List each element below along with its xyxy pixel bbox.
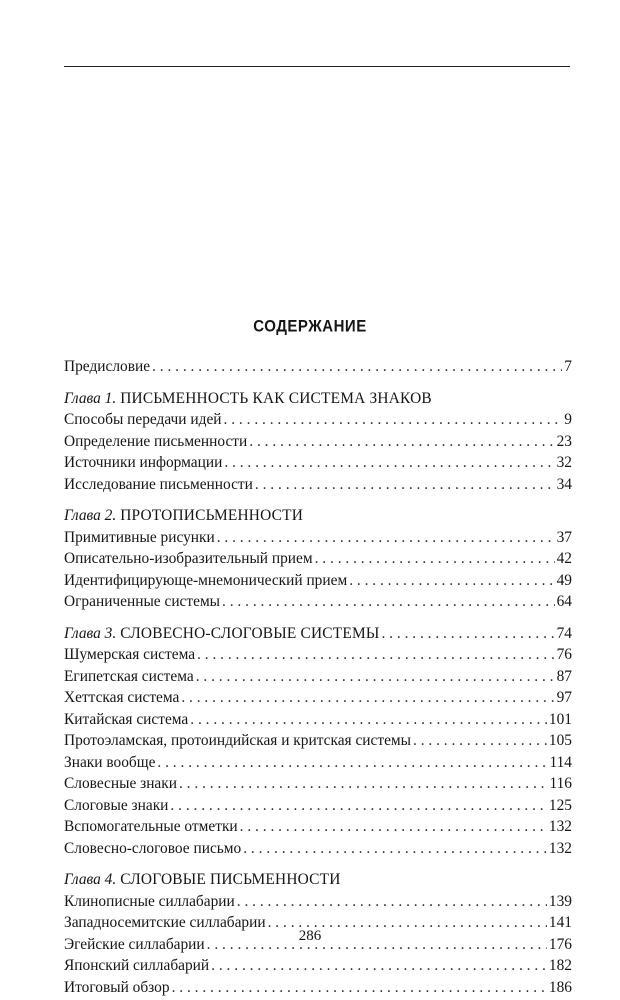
dot-leader xyxy=(196,666,555,688)
table-of-contents xyxy=(64,356,572,998)
toc-entry-page: 97 xyxy=(556,689,572,706)
dot-leader xyxy=(172,977,547,999)
toc-entry xyxy=(64,752,572,774)
chapter-1-heading xyxy=(64,388,572,410)
toc-entry-page: 116 xyxy=(549,775,572,792)
toc-entry xyxy=(64,955,572,977)
toc-entry-title: Знаки вообще xyxy=(64,753,156,771)
toc-entry-title: Ограниченные системы xyxy=(64,593,221,610)
dot-leader xyxy=(157,752,547,774)
dot-leader xyxy=(152,356,562,378)
toc-entry-page: 49 xyxy=(556,571,572,589)
page-number: 286 xyxy=(298,928,322,944)
dot-leader xyxy=(181,687,554,709)
toc-entry-page: 74 xyxy=(556,624,572,642)
toc-entry-page: 101 xyxy=(548,710,572,728)
toc-entry-title: Идентифицирующе-мнемонический прием xyxy=(64,571,348,589)
toc-entry-title: Египетская система xyxy=(64,667,194,685)
chapter-2-heading xyxy=(64,505,572,527)
toc-entry-title: Протоэламская, протоиндийская и критская системы xyxy=(64,732,411,749)
toc-entry-page: 64 xyxy=(556,593,572,610)
toc-entry xyxy=(64,591,572,613)
toc-entry xyxy=(64,452,572,474)
dot-leader xyxy=(224,452,554,474)
toc-entry-page: 87 xyxy=(556,667,572,685)
toc-entry-title: Хеттская система xyxy=(64,689,180,706)
chapter-title: ПРОТОПИСЬМЕННОСТИ xyxy=(120,507,304,524)
chapter-prefix: Глава 4. xyxy=(64,871,117,888)
toc-entry-page: 7 xyxy=(564,358,572,375)
dot-leader xyxy=(197,644,555,666)
toc-entry xyxy=(64,977,572,999)
toc-entry xyxy=(64,773,572,795)
dot-leader xyxy=(315,548,555,570)
chapter-title: СЛОВЕСНО-СЛОГОВЫЕ СИСТЕМЫ xyxy=(120,624,380,642)
toc-entry xyxy=(64,891,572,913)
toc-entry-title: Описательно-изобразительный прием xyxy=(64,550,313,567)
toc-entry-page: 105 xyxy=(548,732,572,749)
chapter-prefix: Глава 2. xyxy=(64,507,117,524)
dot-leader xyxy=(381,623,554,645)
toc-entry-page: 9 xyxy=(564,411,572,428)
contents-heading: СОДЕРЖАНИЕ xyxy=(253,317,367,336)
toc-entry-title: Эгейские силлабарии xyxy=(64,935,205,953)
toc-entry xyxy=(64,709,572,731)
toc-entry xyxy=(64,730,572,752)
toc-entry xyxy=(64,548,572,570)
toc-entry-page: 132 xyxy=(548,818,572,835)
toc-entry-title: Способы передачи идей xyxy=(64,411,222,428)
toc-entry xyxy=(64,431,572,453)
dot-leader xyxy=(237,891,547,913)
toc-entry-page: 182 xyxy=(548,957,572,974)
toc-entry xyxy=(64,570,572,592)
toc-entry-title: Определение письменности xyxy=(64,432,248,450)
toc-entry-page: 176 xyxy=(548,935,572,953)
dot-leader xyxy=(179,773,548,795)
toc-entry-title: Словесные знаки xyxy=(64,775,177,792)
toc-entry-title: Источники информации xyxy=(64,454,223,471)
dot-leader xyxy=(349,570,554,592)
dot-leader xyxy=(224,409,563,431)
top-rule xyxy=(64,66,570,67)
dot-leader xyxy=(413,730,547,752)
chapter-title: СЛОГОВЫЕ ПИСЬМЕННОСТИ xyxy=(120,871,341,888)
toc-entry-title: Словесно-слоговое письмо xyxy=(64,839,242,857)
toc-entry xyxy=(64,474,572,496)
toc-entry xyxy=(64,666,572,688)
toc-entry-title: Примитивные рисунки xyxy=(64,528,215,546)
dot-leader xyxy=(243,838,547,860)
toc-entry-title: Предисловие xyxy=(64,358,151,375)
dot-leader xyxy=(240,816,547,838)
toc-entry xyxy=(64,644,572,666)
toc-entry-page: 132 xyxy=(548,839,572,857)
chapter-prefix: Глава 3. xyxy=(64,624,117,642)
dot-leader xyxy=(255,474,555,496)
toc-entry-title: Западносемитские силлабарии xyxy=(64,914,266,931)
toc-entry-page: 141 xyxy=(548,914,572,931)
toc-entry xyxy=(64,527,572,549)
toc-entry-page: 42 xyxy=(556,550,572,567)
toc-entry-title: Клинописные силлабарии xyxy=(64,892,235,910)
toc-entry-page: 34 xyxy=(556,475,572,493)
toc-entry-page: 125 xyxy=(548,796,572,814)
dot-leader xyxy=(217,527,555,549)
toc-entry-title: Исследование письменности xyxy=(64,475,253,493)
dot-leader xyxy=(190,709,547,731)
dot-leader xyxy=(170,795,546,817)
toc-entry-page: 114 xyxy=(549,753,572,771)
toc-entry-title: Вспомогательные отметки xyxy=(64,818,238,835)
toc-entry-title: Итоговый обзор xyxy=(64,978,170,996)
toc-entry-title: Японский силлабарий xyxy=(64,957,210,974)
dot-leader xyxy=(249,431,554,453)
chapter-4-heading xyxy=(64,869,572,891)
toc-entry-page: 32 xyxy=(556,454,572,471)
toc-entry-page: 139 xyxy=(548,892,572,910)
toc-entry-preface xyxy=(64,356,572,378)
toc-entry xyxy=(64,838,572,860)
toc-entry-title: Шумерская система xyxy=(64,646,196,663)
toc-entry xyxy=(64,687,572,709)
toc-entry-title: Китайская система xyxy=(64,710,189,728)
toc-entry-title: Слоговые знаки xyxy=(64,796,169,814)
toc-entry-page: 37 xyxy=(556,528,572,546)
chapter-title: ПИСЬМЕННОСТЬ КАК СИСТЕМА ЗНАКОВ xyxy=(120,389,432,407)
toc-entry xyxy=(64,409,572,431)
toc-entry-page: 23 xyxy=(556,432,572,450)
dot-leader xyxy=(222,591,555,613)
dot-leader xyxy=(211,955,547,977)
toc-entry xyxy=(64,816,572,838)
toc-entry xyxy=(64,795,572,817)
chapter-prefix: Глава 1. xyxy=(64,389,117,407)
toc-entry-page: 186 xyxy=(548,978,572,996)
toc-entry-page: 76 xyxy=(556,646,572,663)
chapter-3-heading xyxy=(64,623,572,645)
